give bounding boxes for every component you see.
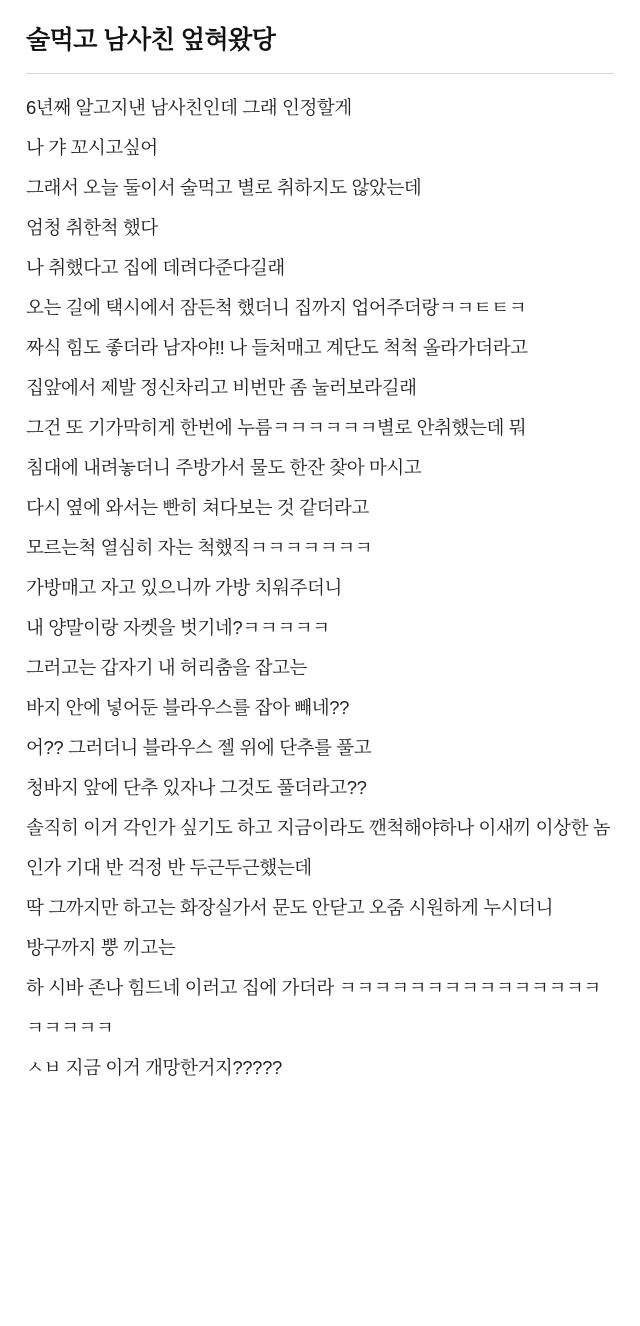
- post-line: 나 갸 꼬시고싶어: [26, 136, 158, 158]
- post-line: 모르는척 열심히 자는 척했직ㅋㅋㅋㅋㅋㅋㅋ: [26, 536, 373, 558]
- post-line: 그러고는 갑자기 내 허리춤을 잡고는: [26, 656, 308, 678]
- post-line: 그래서 오늘 둘이서 술먹고 별로 취하지도 않았는데: [26, 176, 422, 198]
- post-line: 하 시바 존나 힘드네 이러고 집에 가더라 ㅋㅋㅋㅋㅋㅋㅋㅋㅋㅋㅋㅋㅋㅋㅋㅋㅋㅋㅋㅋ: [26, 976, 601, 1038]
- post-line: 방구까지 뿡 끼고는: [26, 936, 176, 958]
- post-line: 오는 길에 택시에서 잠든척 했더니 집까지 업어주더랑ㅋㅋㅌㅌㅋ: [26, 296, 527, 318]
- post-line: 다시 옆에 와서는 빤히 쳐다보는 것 같더라고: [26, 496, 369, 518]
- post-line: 솔직히 이거 각인가 싶기도 하고 지금이라도 깬척해야하나 이새끼 이상한 놈인가 기대 반 걱정 반 두근두근했는데: [26, 816, 611, 878]
- post-line: 6년째 알고지낸 남사친인데 그래 인정할게: [26, 96, 352, 118]
- post-line: 어?? 그러더니 블라우스 젤 위에 단추를 풀고: [26, 736, 372, 758]
- post-line: 집앞에서 제발 정신차리고 비번만 좀 눌러보라길래: [26, 376, 417, 398]
- post-line: 청바지 앞에 단추 있자나 그것도 풀더라고??: [26, 776, 367, 798]
- post-line: 엄청 취한척 했다: [26, 216, 158, 238]
- post-line: 내 양말이랑 자켓을 벗기네?ㅋㅋㅋㅋㅋ: [26, 616, 330, 638]
- post-line: 짜식 힘도 좋더라 남자야!! 나 들처매고 계단도 척척 올라가더라고: [26, 336, 528, 358]
- post-line: 딱 그까지만 하고는 화장실가서 문도 안닫고 오줌 시원하게 누시더니: [26, 896, 554, 918]
- post-body: [26, 88, 614, 1088]
- post-line: 나 취했다고 집에 데려다준다길래: [26, 256, 285, 278]
- post-line: ㅅㅂ 지금 이거 개망한거지?????: [26, 1056, 282, 1078]
- page-title: 술먹고 남사친 엎혀왔당: [26, 26, 276, 54]
- post-line: 그건 또 기가막히게 한번에 누름ㅋㅋㅋㅋㅋㅋ별로 안취했는데 뭐: [26, 416, 527, 438]
- post-line: 침대에 내려놓더니 주방가서 물도 한잔 찾아 마시고: [26, 456, 422, 478]
- title-divider: [26, 73, 614, 74]
- post-line: 가방매고 자고 있으니까 가방 치워주더니: [26, 576, 342, 598]
- post-line: 바지 안에 넣어둔 블라우스를 잡아 빼네??: [26, 696, 350, 718]
